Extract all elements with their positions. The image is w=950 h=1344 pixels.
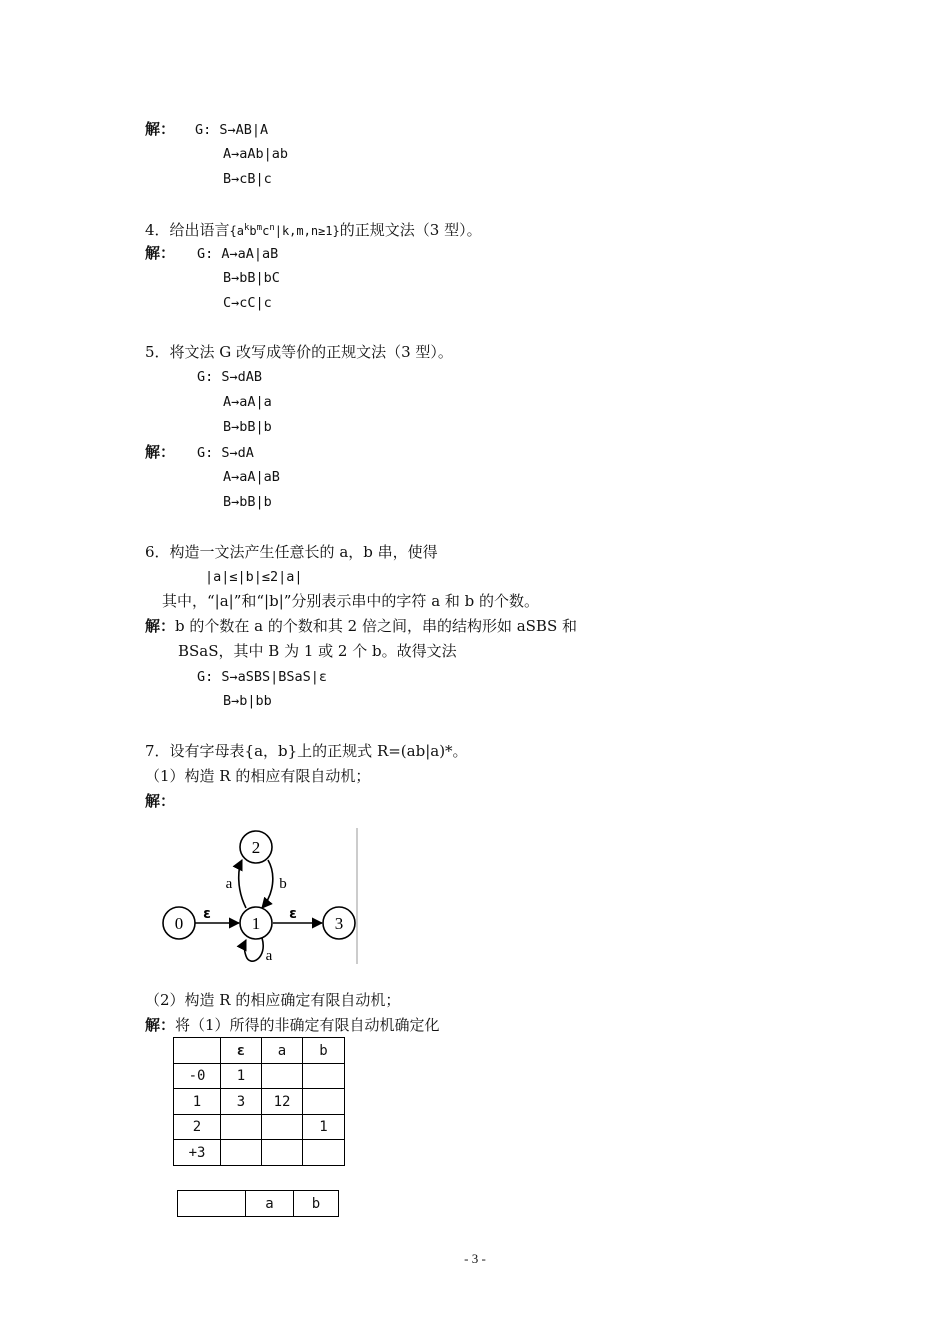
q7-heading: 7．设有字母表{a，b}上的正规式 R=(ab|a)*。 [145,742,468,760]
edge-1-1-label: a [265,948,273,964]
table-header-cell: b [303,1038,345,1064]
table-header-cell: a [246,1191,294,1217]
table-cell: 1 [303,1115,345,1140]
table-row [174,1115,345,1140]
q3-grammar-b: B→cB|c [223,171,272,187]
table-cell: -0 [174,1064,221,1089]
q6-inequality: |a|≤|b|≤2|a| [205,569,303,585]
q6-note: 其中，“|a|”和“|b|”分别表示串中的字符 a 和 b 的个数。 [162,592,540,610]
edge-1-2 [239,860,246,908]
q4-grammar-a: G: A→aA|aB [197,246,279,262]
table-header-cell [174,1038,221,1064]
q5-solution-a: A→aA|aB [223,469,280,485]
q4-heading: 4．给出语言$\{a^kb^mc^n|k,m,n\ge 1\}$的正规文法（3 型）。 [145,221,482,239]
edge-0-1-label: ε [203,906,211,922]
dfa-table [177,1190,339,1217]
q4-grammar-c: C→cC|c [223,295,272,311]
nfa-diagram [150,822,370,970]
q3-grammar-a: A→aAb|ab [223,146,289,162]
table-header-row [174,1038,345,1064]
q6-solution-text: b 的个数在 a 的个数和其 2 倍之间，串的结构形如 aSBS 和 [175,617,578,635]
table-header-cell [178,1191,246,1217]
table-cell [303,1064,345,1089]
table-header-cell: b [294,1191,339,1217]
table-row [174,1089,345,1115]
table-row [174,1064,345,1089]
q3-grammar-s: G: S→AB|A [195,122,269,138]
q4-grammar-b: B→bB|bC [223,270,280,286]
table-cell [221,1115,262,1140]
q6-grammar-s: G: S→aSBS|BSaS|ε [197,669,328,685]
table-cell: 2 [174,1115,221,1140]
q7-part1: （1）构造 R 的相应有限自动机； [145,767,371,785]
table-header-cell: ε [221,1038,262,1064]
state-0-label: 0 [174,914,184,933]
q4-solution-label: 解： [145,244,176,262]
q5-heading: 5．将文法 G 改写成等价的正规文法（3 型）。 [145,343,453,361]
q5-given-s: G: S→dAB [197,369,263,385]
transition-table [173,1037,345,1166]
edge-1-3-label: ε [289,906,297,922]
table-cell: +3 [174,1140,221,1166]
table-row [174,1140,345,1166]
q7-solution2-text: 将（1）所得的非确定有限自动机确定化 [175,1016,440,1034]
table-header-cell: a [262,1038,303,1064]
q6-solution [145,617,577,635]
q7-solution2 [145,1016,440,1034]
q5-solution-s: G: S→dA [197,445,254,461]
q7-solution1-label: 解： [145,792,176,810]
table-cell: 1 [221,1064,262,1089]
state-1-label: 1 [251,914,261,933]
q6-heading: 6．构造一文法产生任意长的 a，b 串，使得 [145,543,438,561]
q5-given-b: B→bB|b [223,419,272,435]
edge-1-1-loop [245,938,264,961]
page-number: - 3 - [464,1251,486,1266]
table-cell [303,1140,345,1166]
table-cell [303,1089,345,1115]
table-cell [262,1064,303,1089]
edge-2-1-label: b [279,876,287,892]
q5-solution-label: 解： [145,443,176,461]
state-2-label: 2 [251,838,261,857]
table-cell [262,1140,303,1166]
edge-1-2-label: a [225,876,233,892]
table-cell [221,1140,262,1166]
q7-part2: （2）构造 R 的相应确定有限自动机； [145,991,401,1009]
table-header-row [178,1191,339,1217]
q6-grammar-b: B→b|bb [223,693,272,709]
table-cell [262,1115,303,1140]
q3-solution-label: 解： [145,120,176,138]
q6-solution-text-2: BSaS，其中 B 为 1 或 2 个 b。故得文法 [178,642,457,660]
state-3-label: 3 [334,914,344,933]
table-cell: 3 [221,1089,262,1115]
q5-given-a: A→aA|a [223,394,272,410]
q5-solution-b: B→bB|b [223,494,272,510]
table-cell: 1 [174,1089,221,1115]
q7-solution2-label: 解： [145,1016,176,1034]
q6-solution-label: 解： [145,617,176,635]
table-cell: 12 [262,1089,303,1115]
edge-2-1 [262,860,273,908]
